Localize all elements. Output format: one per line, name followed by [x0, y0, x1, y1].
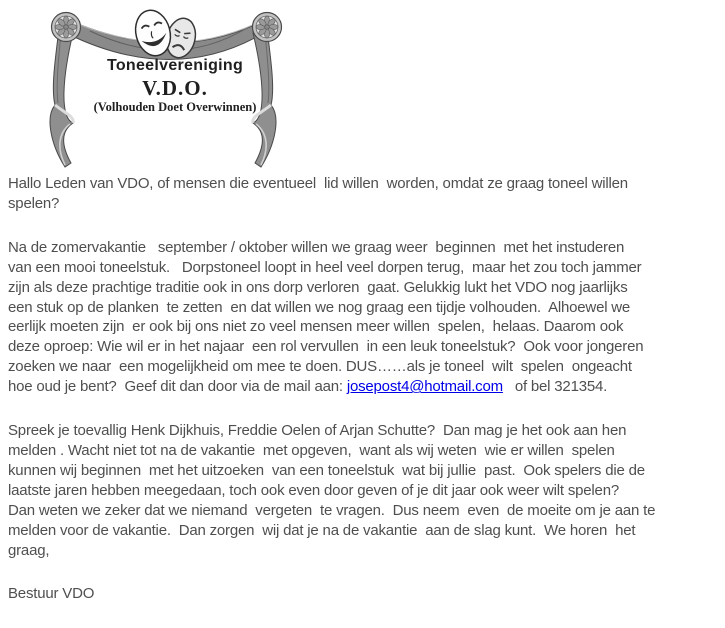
vdo-logo — [35, 5, 315, 170]
text-line: laatste jaren hebben meegedaan, toch ook even door geven of je dit jaar ook weer wilt spelen? — [8, 481, 619, 499]
logo-motto: (Volhouden Doet Overwinnen) — [93, 100, 257, 114]
text-line: zoeken we naar een mogelijkheid om mee te doen. DUS……als je toneel wilt spelen ongeacht — [8, 358, 632, 376]
text-line: spelen? — [8, 194, 60, 212]
paragraph — [8, 584, 723, 604]
text-line: Hallo Leden van VDO, of mensen die eventueel lid willen worden, omdat ze graag toneel willen — [8, 175, 628, 192]
text-line: Na de zomervakantie september / oktober willen we graag weer beginnen met het instuderen — [8, 238, 625, 256]
email-link[interactable]: josepost4@hotmail.com — [346, 378, 503, 396]
text-line: Spreek je toevallig Henk Dijkhuis, Freddie Oelen of Arjan Schutte? Dan mag je het ook aan hen — [8, 422, 627, 440]
logo-association-name: Toneelvereniging — [106, 57, 244, 74]
text-line: kunnen wij beginnen met het uitzoeken van een toneelstuk wat bij jullie past. Ook spelers die de — [8, 461, 645, 479]
logo-acronym: V.D.O. — [142, 76, 208, 100]
text-line: een stuk op de planken te zetten en dat willen we nog graag een tijdje volhouden. Alhoewel we — [8, 298, 631, 316]
text-line: graag, — [8, 541, 50, 559]
text-line: melden voor de vakantie. Dan zorgen wij dat je na de vakantie aan de slag kunt. We horen het — [8, 521, 636, 539]
paragraph — [8, 421, 723, 560]
text-line — [8, 377, 723, 397]
text-line: Bestuur VDO — [8, 585, 95, 603]
text-line: zijn als deze prachtige traditie ook in ons dorp verloren gaat. Gelukkig lukt het VDO nog jaarlijks — [8, 278, 628, 296]
paragraph — [8, 174, 723, 214]
text-segment: hoe oud je bent? Geef dit dan door via de mail aan: — [8, 378, 347, 396]
rosette-icon-right — [253, 13, 282, 42]
text-line: van een mooi toneelstuk. Dorpstoneel loopt in heel veel dorpen terug, maar het zou toch jammer — [8, 258, 642, 276]
letter-body — [8, 174, 723, 628]
paragraph — [8, 238, 723, 397]
rosette-icon-left — [52, 13, 81, 42]
text-segment: of bel 321354. — [502, 378, 608, 396]
text-line: melden . Wacht niet tot na de vakantie met opgeven, want als wij weten wie er willen spelen — [8, 441, 615, 459]
text-line: Dan weten we zeker dat we niemand vergeten te vragen. Dus neem even de moeite om je aan te — [8, 501, 656, 519]
text-line: deze oproep: Wie wil er in het najaar een rol vervullen in een leuk toneelstuk? Ook voor jongeren — [8, 338, 644, 356]
text-line: eerlijk moeten zijn er ook bij ons niet zo veel mensen meer willen spelen, helaas. Daarom ook — [8, 318, 624, 336]
